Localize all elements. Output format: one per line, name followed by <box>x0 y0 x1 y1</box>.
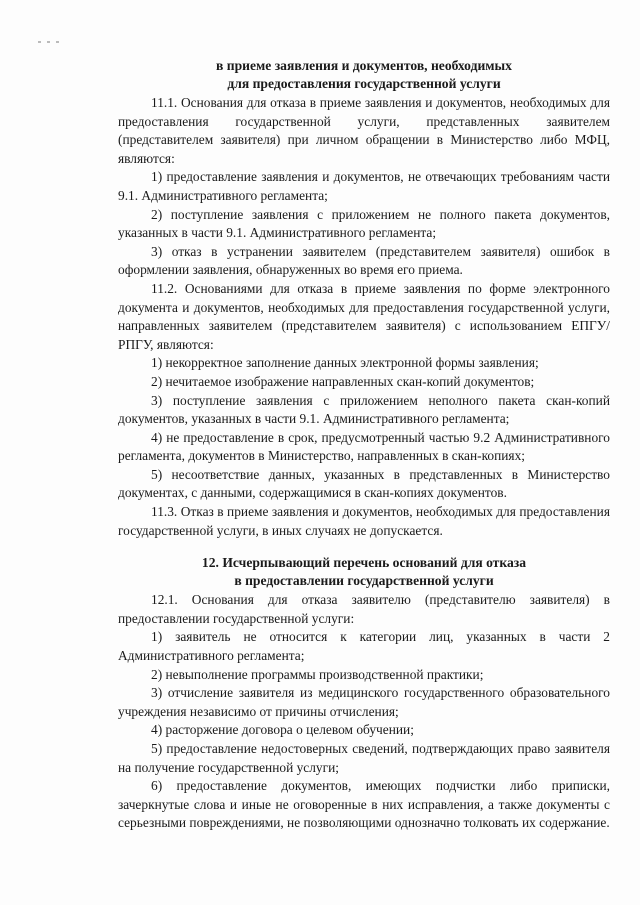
paragraph-11-1: 11.1. Основания для отказа в приеме заявления и документов, необходимых для предоставления государственной услуги, представленных заявителем (представителем заявителя) при личном обращении в Министерство либо МФЦ, являются: <box>118 95 610 166</box>
section-12-heading <box>118 554 610 589</box>
list-item-12-1-5: 5) предоставление недостоверных сведений, подтверждающих право заявителя на получение государственной услуги; <box>118 741 610 775</box>
list-item-11-2-1: 1) некорректное заполнение данных электронной формы заявления; <box>151 355 539 371</box>
list-item-11-2-5: 5) несоответствие данных, указанных в представленных в Министерство документах, с данными, содержащимися в скан-копиях документов. <box>118 466 610 501</box>
list-item-11-1-1: 1) предоставление заявления и документов, не отвечающих требованиям части 9.1. Административного регламента; <box>118 169 610 203</box>
section-12-heading-line2: в предоставлении государственной услуги <box>234 572 494 588</box>
section-11-heading-line2: для предоставления государственной услуги <box>227 75 501 91</box>
list-item-11-1-2: 2) поступление заявления с приложением не полного пакета документов, указанных в части 9.1. Административного регламента; <box>118 206 610 241</box>
paragraph-11-2: 11.2. Основаниями для отказа в приеме заявления по форме электронного документа и документов, необходимых для предоставления государственной услуги, направленных заявителем (представителем заявителя) с использованием ЕПГУ/ РПГУ, являются: <box>118 280 610 352</box>
list-item-12-1-4: 4) расторжение договора о целевом обучении; <box>151 722 414 738</box>
section-11-heading <box>118 57 610 92</box>
list-item-12-1-3: 3) отчисление заявителя из медицинского государственного образовательного учреждения независимо от причины отчисления; <box>118 685 610 719</box>
list-item-12-1-1: 1) заявитель не относится к категории лиц, указанных в части 2 Административного регламента; <box>118 629 610 664</box>
list-item-12-1-2: 2) невыполнение программы производственной практики; <box>151 666 484 682</box>
list-item-11-2-2: 2) нечитаемое изображение направленных скан-копий документов; <box>151 373 535 389</box>
list-item-12-1-6: 6) предоставление документов, имеющих подчистки либо приписки, зачеркнутые слова и иные не оговоренные в них исправления, а также документы с серьезными повреждениями, не позволяющими однозначно толковать их содержание. <box>118 778 610 831</box>
section-12-heading-line1: 12. Исчерпывающий перечень оснований для отказа <box>201 555 527 571</box>
list-item-11-2-4: 4) не предоставление в срок, предусмотренный частью 9.2 Административного регламента, документов в Министерство, направленных в скан-копиях; <box>118 429 610 464</box>
scan-artifact <box>38 30 68 33</box>
paragraph-12-1: 12.1. Основания для отказа заявителю (представителю заявителя) в предоставлении государственной услуги: <box>118 592 610 626</box>
paragraph-11-3: 11.3. Отказ в приеме заявления и документов, необходимых для предоставления государственной услуги, в иных случаях не допускается. <box>118 504 610 538</box>
list-item-11-1-3: 3) отказ в устранении заявителем (представителем заявителя) ошибок в оформлении заявления, обнаруженных во время его приема. <box>118 243 610 278</box>
document-body <box>118 57 610 833</box>
section-11-heading-line1: в приеме заявления и документов, необходимых <box>216 58 512 73</box>
list-item-11-2-3: 3) поступление заявления с приложением неполного пакета скан-копий документов, указанных в части 9.1. Административного регламента; <box>118 392 610 427</box>
